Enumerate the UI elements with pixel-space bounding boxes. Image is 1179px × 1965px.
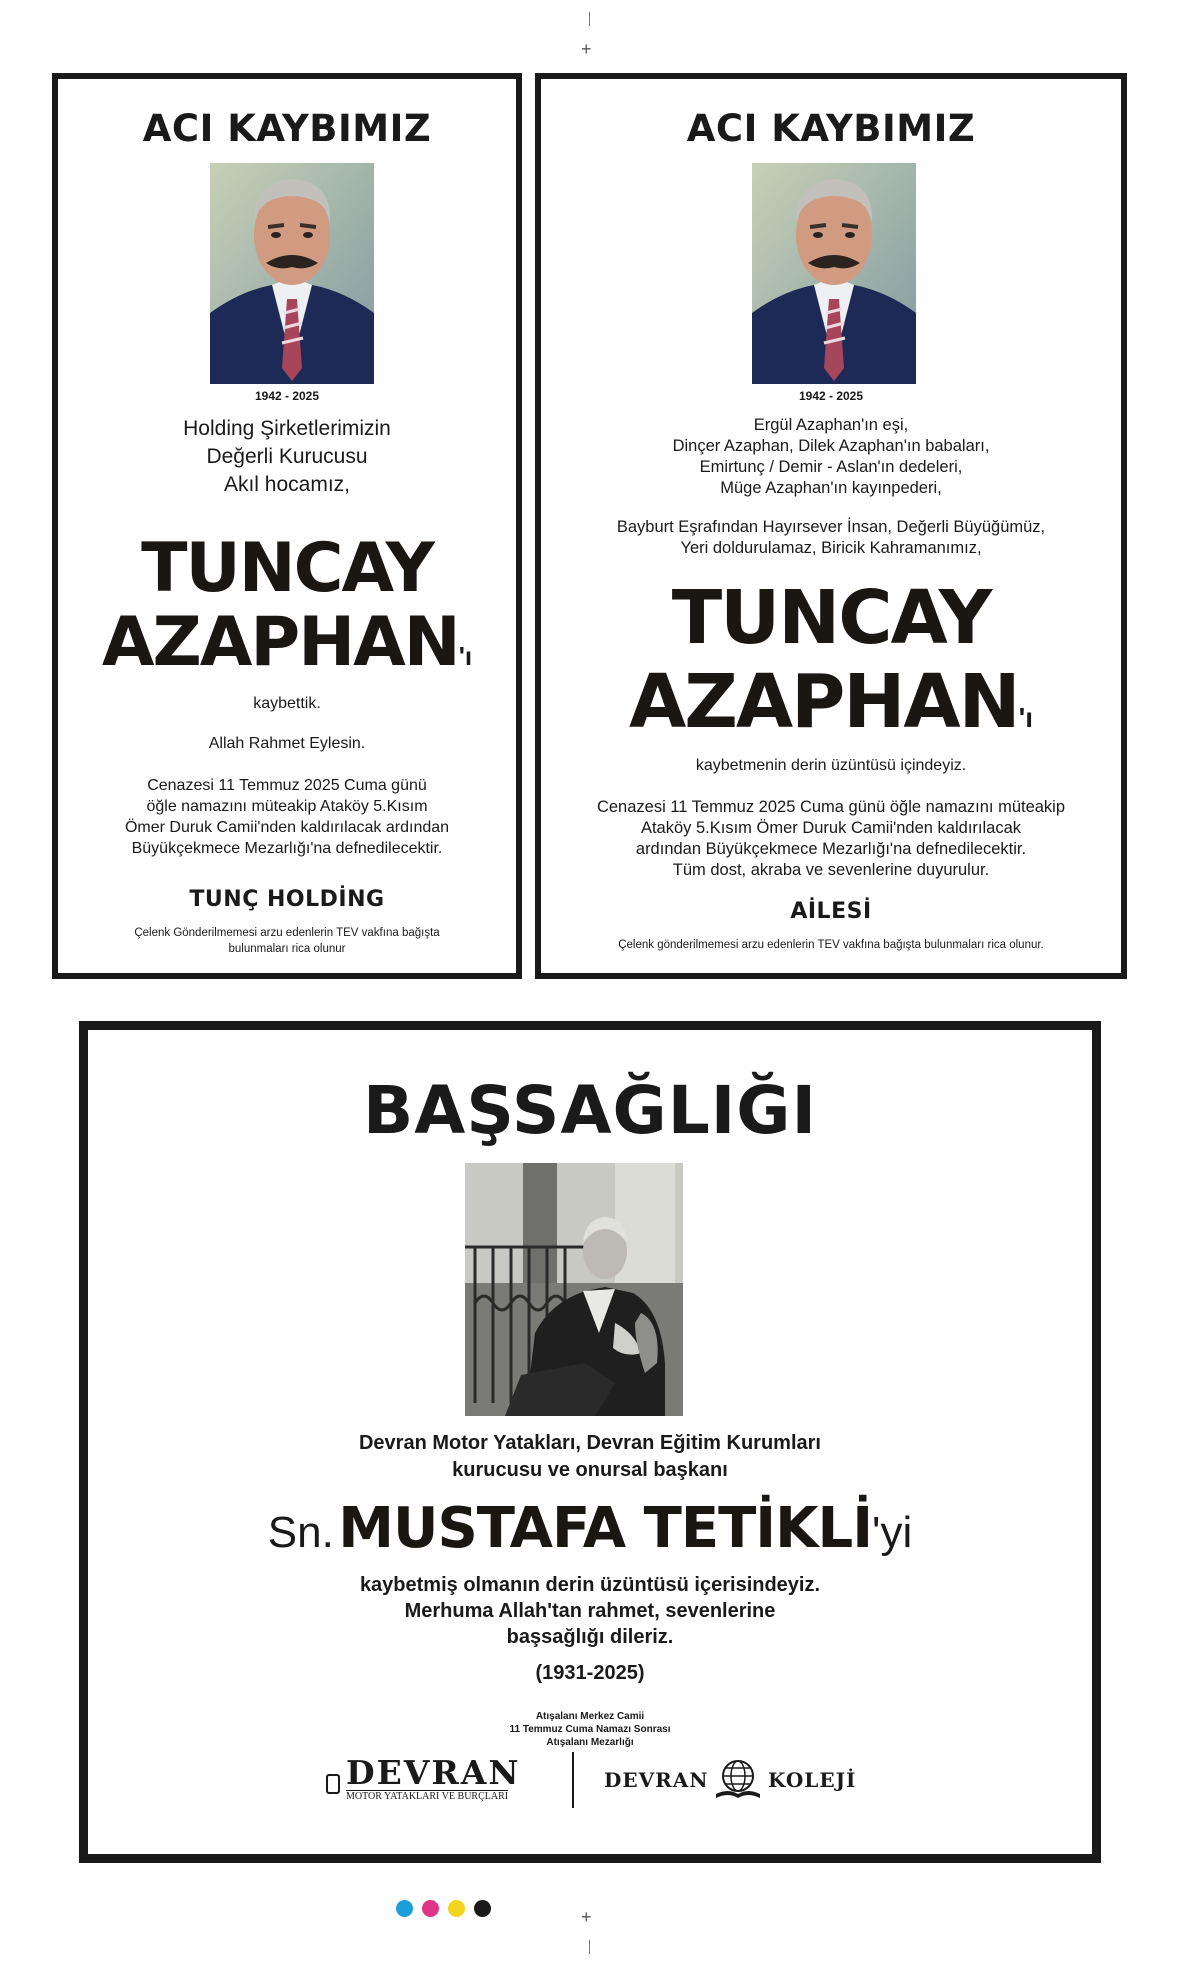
devran-motor-logo-sub: MOTOR YATAKLARI VE BURÇLARI bbox=[346, 1791, 509, 1802]
ad1-deceased-surname-row bbox=[58, 605, 516, 699]
ad3-name-row bbox=[88, 1494, 1092, 1578]
ad1-funeral-line: Cenazesi 11 Temmuz 2025 Cuma günü bbox=[147, 777, 427, 794]
devran-koleji-logo-left: DEVRAN bbox=[604, 1768, 709, 1792]
ad2-deceased-surname: AZAPHAN bbox=[628, 659, 1019, 745]
magenta-dot bbox=[422, 1900, 439, 1917]
registration-line-top bbox=[589, 12, 590, 26]
ad2-note: Çelenk gönderilmemesi arzu edenlerin TEV vakfına bağışta bulunmaları rica olunur. bbox=[618, 939, 1044, 951]
ad1-funeral-line: Büyükçekmece Mezarlığı'na defnedilecektir. bbox=[131, 840, 443, 857]
ad2-family-line: Ergül Azaphan'ın eşi, bbox=[753, 416, 909, 434]
ad3-intro-line: Devran Motor Yatakları, Devran Eğitim Kurumları bbox=[358, 1432, 821, 1454]
ad1-funeral-info bbox=[58, 775, 516, 859]
ad3-funeral-line: 11 Temmuz Cuma Namazı Sonrası bbox=[509, 1724, 671, 1735]
devran-bearing-icon bbox=[326, 1774, 340, 1794]
ad1-deceased-first-name: TUNCAY bbox=[141, 529, 433, 608]
ad2-name-suffix: 'ı bbox=[1018, 702, 1033, 733]
ad2-portrait-photo bbox=[752, 163, 916, 384]
ad1-note-line: bulunmaları rica olunur bbox=[228, 943, 346, 955]
ad3-condolence-line: kaybetmiş olmanın derin üzüntüsü içerisindeyiz. bbox=[359, 1574, 821, 1596]
ad3-intro-line: kurucusu ve onursal başkanı bbox=[452, 1459, 728, 1481]
registration-cross-bottom: + bbox=[581, 1907, 592, 1927]
ad1-name-suffix: 'ı bbox=[458, 641, 473, 671]
ad3-condolence-line: Merhuma Allah'tan rahmet, sevenlerine bbox=[404, 1600, 776, 1622]
ad1-prayer: Allah Rahmet Eylesin. bbox=[208, 735, 366, 752]
globe-book-icon bbox=[714, 1758, 762, 1802]
ad3-funeral-line: Atışalanı Mezarlığı bbox=[546, 1737, 634, 1748]
ad1-signature: TUNÇ HOLDİNG bbox=[189, 887, 385, 912]
ad2-family-line: Müge Azaphan'ın kayınpederi, bbox=[720, 479, 942, 497]
portrait-man-suit-icon bbox=[210, 163, 374, 384]
ad1-note-line: Çelenk Gönderilmemesi arzu edenlerin TEV vakfına bağışta bbox=[134, 927, 440, 939]
ad2-funeral-line: ardından Büyükçekmece Mezarlığı'na defnedilecektir. bbox=[635, 840, 1027, 858]
ad2-funeral-line: Tüm dost, akraba ve sevenlerine duyurulur. bbox=[672, 861, 990, 879]
ad2-deceased-surname-row bbox=[541, 659, 1121, 766]
ad2-heading: ACI KAYBIMIZ bbox=[686, 107, 976, 150]
ad1-portrait-photo bbox=[210, 163, 374, 384]
ad1-intro-line: Değerli Kurucusu bbox=[206, 445, 368, 468]
cyan-dot bbox=[396, 1900, 413, 1917]
ad2-praise-line: Bayburt Eşrafından Hayırsever İnsan, Değerli Büyüğümüz, bbox=[616, 518, 1046, 536]
ad1-deceased-surname: AZAPHAN bbox=[101, 603, 459, 682]
ad2-deceased-first-name: TUNCAY bbox=[671, 575, 991, 661]
ad2-funeral-info bbox=[541, 797, 1121, 881]
ad2-praise-line: Yeri doldurulamaz, Biricik Kahramanımız, bbox=[680, 539, 982, 557]
portrait-seated-man-icon bbox=[465, 1163, 683, 1416]
ad2-family-line: Emirtunç / Demir - Aslan'ın dedeleri, bbox=[699, 458, 963, 476]
registration-line-bottom bbox=[589, 1940, 590, 1954]
devran-koleji-logo-right: KOLEJİ bbox=[768, 1768, 857, 1792]
ad2-funeral-line: Ataköy 5.Kısım Ömer Duruk Camii'nden kaldırılacak bbox=[640, 819, 1022, 837]
ad3-intro bbox=[88, 1430, 1092, 1484]
ad2-signature: AİLESİ bbox=[790, 899, 872, 924]
yellow-dot bbox=[448, 1900, 465, 1917]
devran-koleji-logo bbox=[604, 1758, 904, 1802]
ad3-heading: BAŞSAĞLIĞI bbox=[362, 1072, 818, 1149]
ad2-family-line: Dinçer Azaphan, Dilek Azaphan'ın babaları, bbox=[672, 437, 990, 455]
ad2-years: 1942 - 2025 bbox=[798, 389, 864, 403]
cmyk-color-bar bbox=[396, 1900, 491, 1917]
ad1-heading: ACI KAYBIMIZ bbox=[142, 107, 432, 150]
ad1-intro-line: Akıl hocamız, bbox=[223, 473, 351, 496]
ad1-funeral-line: Ömer Duruk Camii'nden kaldırılacak ardından bbox=[124, 819, 450, 836]
ad3-years: (1931-2025) bbox=[535, 1662, 645, 1684]
ad2-praise bbox=[541, 517, 1121, 559]
portrait-man-suit-icon bbox=[752, 163, 916, 384]
ad3-condolence bbox=[88, 1572, 1092, 1650]
ad2-family bbox=[541, 415, 1121, 499]
ad2-funeral-line: Cenazesi 11 Temmuz 2025 Cuma günü öğle namazını müteakip bbox=[596, 798, 1066, 816]
ad3-name-suffix: 'yi bbox=[872, 1508, 913, 1557]
ad3-funeral-line: Atışalanı Merkez Camii bbox=[535, 1711, 645, 1722]
devran-motor-logo-main: DEVRAN bbox=[346, 1753, 521, 1792]
ad1-intro bbox=[58, 415, 516, 499]
ad1-note bbox=[58, 925, 516, 957]
logo-divider bbox=[572, 1752, 574, 1808]
ad2-lost-line: kaybetmenin derin üzüntüsü içindeyiz. bbox=[695, 757, 967, 774]
black-dot bbox=[474, 1900, 491, 1917]
obituary-ad-family bbox=[535, 73, 1127, 979]
registration-cross-top: + bbox=[581, 39, 592, 59]
condolence-ad-devran bbox=[79, 1021, 1101, 1863]
ad3-name-prefix: Sn. bbox=[267, 1508, 334, 1557]
ad3-condolence-line: başsağlığı dileriz. bbox=[506, 1626, 674, 1648]
ad1-lost-line: kaybettik. bbox=[253, 695, 321, 712]
ad1-intro-line: Holding Şirketlerimizin bbox=[183, 417, 391, 440]
ad1-years: 1942 - 2025 bbox=[254, 389, 320, 403]
ad3-funeral-info bbox=[88, 1710, 1092, 1749]
devran-motor-logo bbox=[326, 1753, 548, 1804]
ad1-funeral-line: öğle namazını müteakip Ataköy 5.Kısım bbox=[146, 798, 428, 815]
ad3-deceased-name: MUSTAFA TETİKLİ bbox=[338, 1496, 873, 1561]
obituary-ad-tunc-holding bbox=[52, 73, 522, 979]
ad3-seated-man-photo bbox=[465, 1163, 683, 1416]
